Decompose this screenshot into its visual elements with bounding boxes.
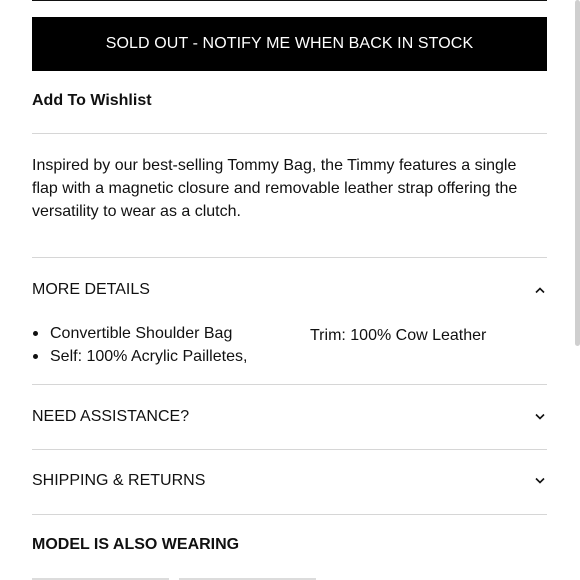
chevron-down-icon[interactable] (533, 410, 547, 424)
shipping-returns-header[interactable] (32, 469, 547, 493)
notify-me-button[interactable] (32, 17, 547, 71)
model-also-wearing-title: MODEL IS ALSO WEARING (32, 536, 240, 553)
more-details-header[interactable] (32, 278, 547, 302)
need-assistance-title: NEED ASSISTANCE? (32, 408, 190, 425)
divider (32, 514, 547, 515)
need-assistance-header[interactable] (32, 405, 547, 429)
divider (32, 133, 547, 134)
shipping-returns-title: SHIPPING & RETURNS (32, 472, 206, 489)
top-border (32, 0, 547, 1)
add-to-wishlist-link[interactable]: Add To Wishlist (32, 92, 152, 109)
divider (32, 449, 547, 450)
trim-detail: Trim: 100% Cow Leather (310, 327, 487, 344)
chevron-down-icon[interactable] (533, 474, 547, 488)
chevron-up-icon[interactable] (533, 283, 547, 297)
product-description: Inspired by our best-selling Tommy Bag, the Timmy features a single flap with a magnetic closure and removable leather strap offering the versatility to wear as a clutch. (32, 157, 518, 220)
notify-me-label: SOLD OUT - NOTIFY ME WHEN BACK IN STOCK (105, 35, 474, 52)
divider (32, 257, 547, 258)
scrollbar[interactable] (575, 0, 580, 346)
list-item: Self: 100% Acrylic Pailletes, (32, 345, 312, 368)
details-list (32, 322, 312, 368)
list-item: Convertible Shoulder Bag (32, 322, 312, 345)
divider (32, 384, 547, 385)
more-details-title: MORE DETAILS (32, 281, 150, 298)
